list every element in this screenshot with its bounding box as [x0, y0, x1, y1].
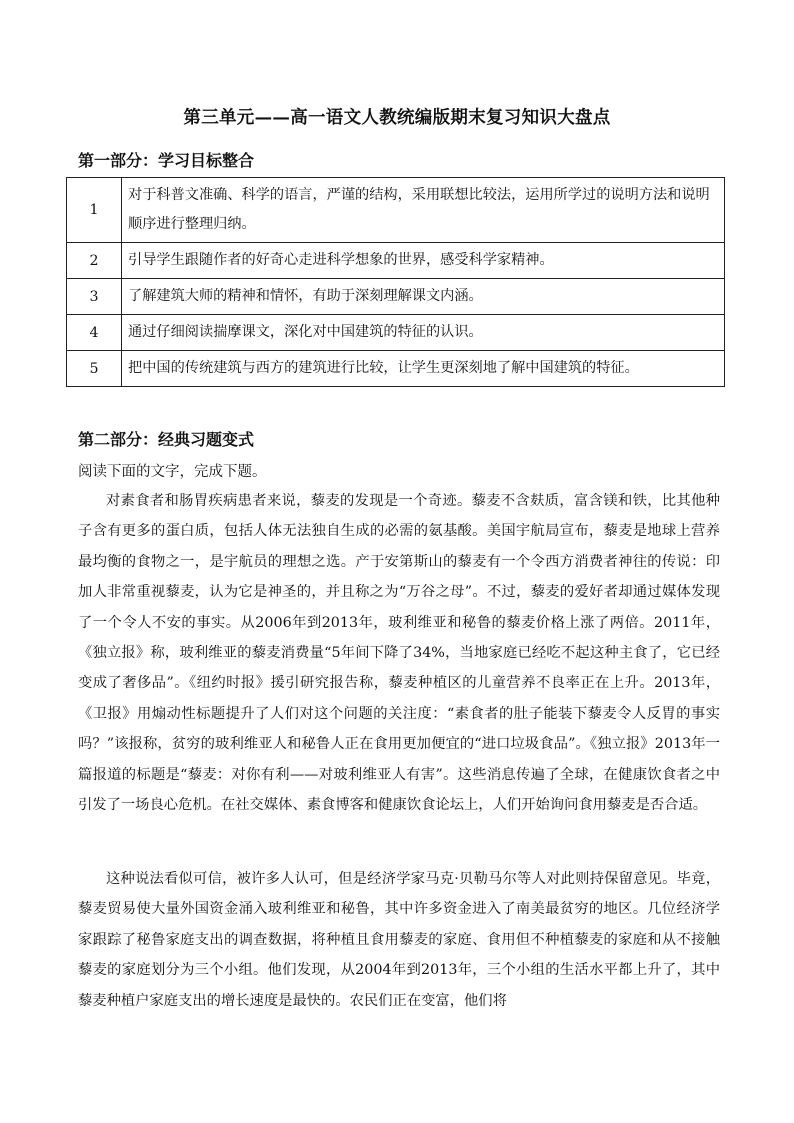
- goal-text: 了解建筑大师的精神和情怀，有助于深刻理解课文内涵。: [122, 279, 725, 315]
- goal-number: 3: [67, 279, 122, 315]
- passage-paragraph: 对素食者和肠胃疾病患者来说，藜麦的发现是一个奇迹。藜麦不含麸质，富含镁和铁，比其他种子含有更多的蛋白质，包括人体无法独自生成的必需的氨基酸。美国宇航局宣布，藜麦是地球上营养最均衡的食物之一，是宇航员的理想之选。产于安第斯山的藜麦有一个令西方消费者神往的传说：印加人非常重视藜麦，认为它是神圣的，并且称之为“万谷之母”。不过，藜麦的爱好者却通过媒体发现了一个令人不安的事实。从2006年到2013年，玻利维亚和秘鲁的藜麦价格上涨了两倍。2011年，《独立报》称，玻利维亚的藜麦消费量“5年间下降了34%，当地家庭已经吃不起这种主食了，它已经变成了奢侈品”。《纽约时报》援引研究报告称，藜麦种植区的儿童营养不良率正在上升。2013年，《卫报》用煽动性标题提升了人们对这个问题的关注度：“素食者的肚子能装下藜麦令人反胃的事实吗？”该报称，贫穷的玻利维亚人和秘鲁人正在食用更加便宜的“进口垃圾食品”。《独立报》2013年一篇报道的标题是“藜麦：对你有利——对玻利维亚人有害”。这些消息传遍了全球，在健康饮食者之中引发了一场良心危机。在社交媒体、素食博客和健康饮食论坛上，人们开始询问食用藜麦是否合适。: [78, 493, 720, 814]
- goal-text: 引导学生跟随作者的好奇心走进科学想象的世界，感受科学家精神。: [122, 243, 725, 279]
- section-heading-exercises: 第二部分：经典习题变式: [78, 430, 255, 449]
- table-row: [67, 315, 725, 351]
- goal-number: 4: [67, 315, 122, 351]
- table-row: [67, 279, 725, 315]
- goal-text: 通过仔细阅读揣摩课文，深化对中国建筑的特征的认识。: [122, 315, 725, 351]
- document-title: 第三单元——高一语文人教统编版期末复习知识大盘点: [183, 108, 611, 128]
- goal-number: 2: [67, 243, 122, 279]
- goal-number: 1: [67, 178, 122, 243]
- table-row: [67, 178, 725, 243]
- learning-goals-table: [66, 177, 725, 387]
- table-row: [67, 351, 725, 387]
- reading-instruction: 阅读下面的文字，完成下题。: [78, 464, 267, 480]
- goal-text: 把中国的传统建筑与西方的建筑进行比较，让学生更深刻地了解中国建筑的特征。: [122, 351, 725, 387]
- table-row: [67, 243, 725, 279]
- section-heading-learning-goals: 第一部分：学习目标整合: [78, 151, 255, 170]
- goal-text: 对于科普文准确、科学的语言，严谨的结构，采用联想比较法，运用所学过的说明方法和说明顺序进行整理归纳。: [122, 178, 725, 243]
- goal-number: 5: [67, 351, 122, 387]
- passage-paragraph: 这种说法看似可信，被许多人认可，但是经济学家马克·贝勒马尔等人对此则持保留意见。毕竟，藜麦贸易使大量外国资金涌入玻利维亚和秘鲁，其中许多资金进入了南美最贫穷的地区。几位经济学家跟踪了秘鲁家庭支出的调查数据，将种植且食用藜麦的家庭、食用但不种植藜麦的家庭和从不接触藜麦的家庭划分为三个小组。他们发现，从2004年到2013年，三个小组的生活水平都上升了，其中藜麦种植户家庭支出的增长速度是最快的。农民们正在变富，他们将: [78, 871, 720, 1009]
